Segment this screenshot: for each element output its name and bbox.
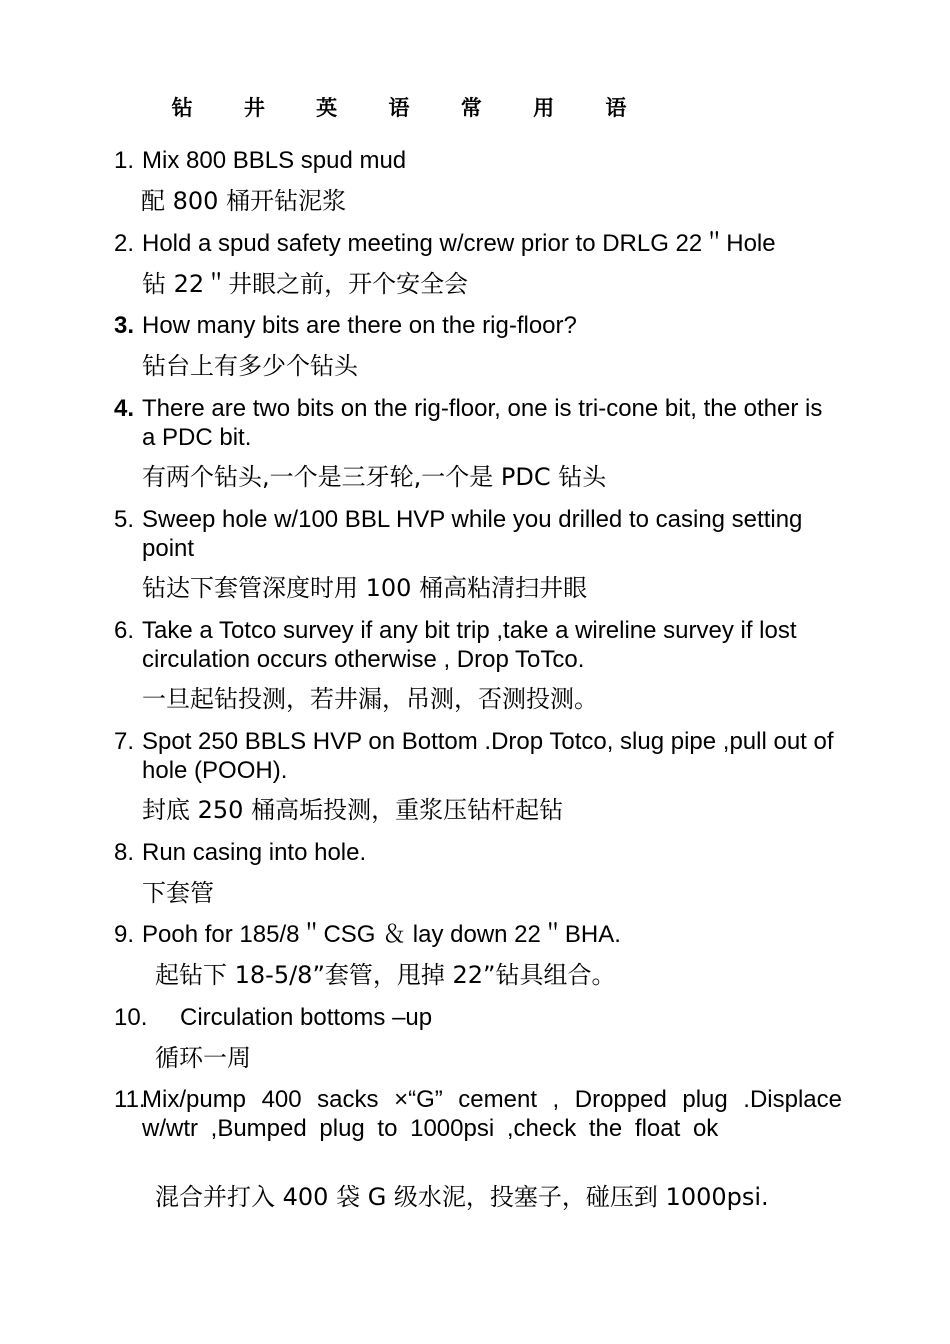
item-number: 6. (114, 617, 135, 644)
item-5-chinese: 钻达下套管深度时用 100 桶高粘清扫井眼 (142, 574, 588, 602)
item-8-english (114, 838, 842, 867)
item-11-chinese: 混合并打入 400 袋 G 级水泥，投塞子，碰压到 1000psi. (155, 1183, 769, 1211)
item-6-chinese: 一旦起钻投测，若井漏，吊测，否测投测。 (142, 685, 598, 713)
item-text: Circulation bottoms –up (180, 1004, 433, 1031)
item-text: How many bits are there on the rig-floor? (142, 312, 577, 339)
item-number: 9. (114, 921, 135, 948)
item-number: 10. (114, 1004, 148, 1031)
item-text: Run casing into hole. (142, 839, 367, 866)
item-number: 1. (114, 147, 135, 174)
item-6-english (114, 616, 842, 674)
item-number: 8. (114, 839, 135, 866)
page-title: 钻 井 英 语 常 用 语 (171, 95, 649, 120)
item-3-english (114, 311, 842, 340)
item-8-chinese: 下套管 (142, 879, 214, 907)
item-number: 2. (114, 230, 135, 257)
item-4-english (114, 394, 842, 452)
item-7-english (114, 727, 842, 785)
item-3-chinese: 钻台上有多少个钻头 (142, 352, 358, 380)
item-1-chinese: 配 800 桶开钻泥浆 (141, 187, 347, 215)
item-text: Take a Totco survey if any bit trip ,take a wireline survey if lost circulation occurs otherwise , Drop ToTco. (142, 617, 797, 673)
item-5-english (114, 505, 842, 563)
item-text: Pooh for 185/8＂CSG ＆ lay down 22＂BHA. (142, 921, 621, 948)
item-9-chinese: 起钻下 18-5/8”套管，甩掉 22”钻具组合。 (155, 961, 616, 989)
item-10-chinese: 循环一周 (155, 1044, 251, 1072)
item-number: 7. (114, 728, 135, 755)
item-2-chinese: 钻 22＂井眼之前，开个安全会 (142, 270, 469, 298)
item-2-english (114, 229, 842, 258)
item-1-english (114, 146, 842, 175)
item-text: Sweep hole w/100 BBL HVP while you drilled to casing setting point (142, 506, 803, 562)
item-number: 3. (114, 312, 135, 339)
item-text: Hold a spud safety meeting w/crew prior to DRLG 22＂Hole (142, 230, 776, 257)
item-text: Mix 800 BBLS spud mud (142, 147, 407, 174)
item-7-chinese: 封底 250 桶高垢投测，重浆压钻杆起钻 (142, 796, 564, 824)
item-text: Mix/pump 400 sacks ×“G” cement , Dropped plug .Displace w/wtr ,Bumped plug to 1000psi ,check the float ok (142, 1086, 842, 1142)
item-9-english (114, 920, 842, 949)
item-number: 4. (114, 395, 135, 422)
item-4-chinese: 有两个钻头,一个是三牙轮,一个是 PDC 钻头 (142, 463, 607, 491)
item-11-english (114, 1085, 842, 1143)
item-10-english (114, 1003, 842, 1032)
item-text: There are two bits on the rig-floor, one is tri-cone bit, the other is a PDC bit. (142, 395, 823, 451)
item-number: 11. (114, 1086, 146, 1113)
item-text: Spot 250 BBLS HVP on Bottom .Drop Totco, slug pipe ,pull out of hole (POOH). (142, 728, 834, 784)
item-number: 5. (114, 506, 135, 533)
